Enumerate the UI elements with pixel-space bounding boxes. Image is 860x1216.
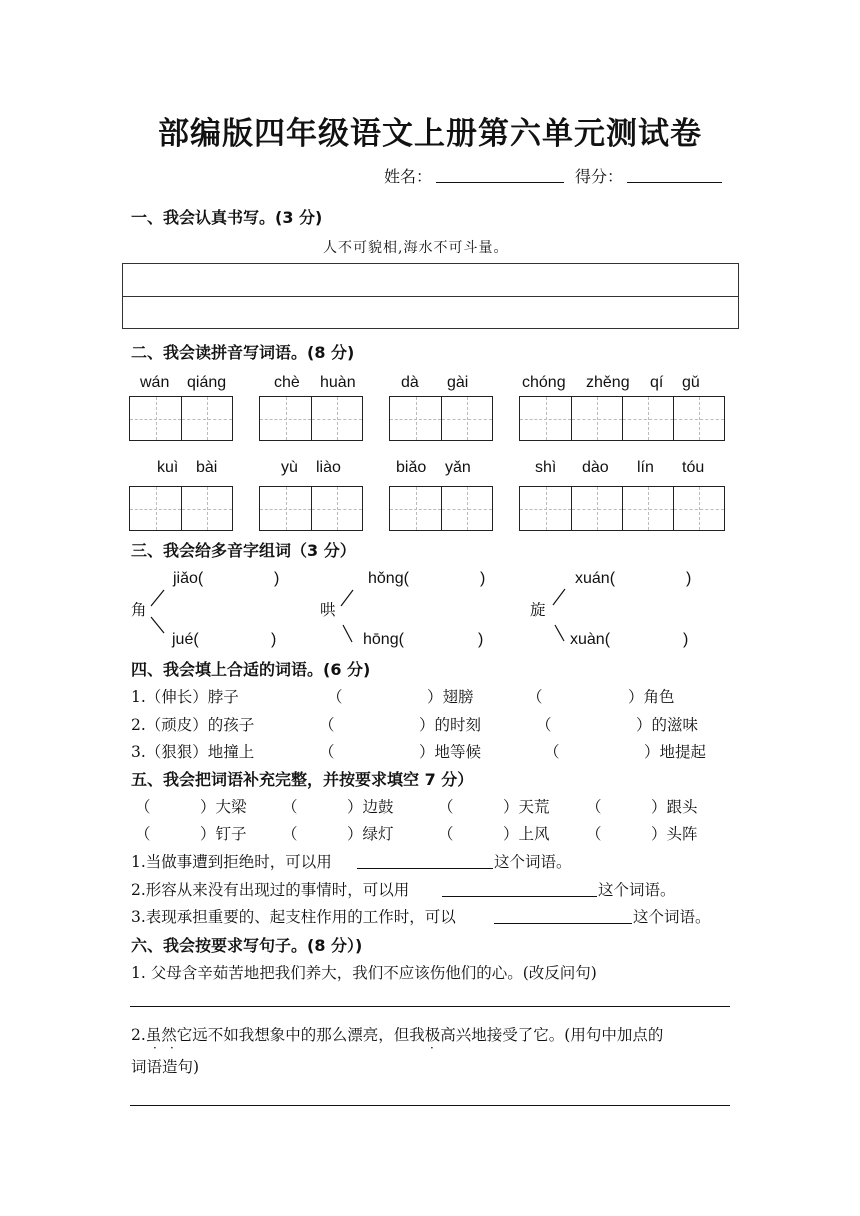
- question-text: 3.表现承担重要的、起支柱作用的工作时，可以: [131, 908, 456, 926]
- open-paren: （: [438, 798, 454, 816]
- page-title: 部编版四年级语文上册第六单元测试卷: [158, 116, 702, 152]
- open-paren: （: [586, 798, 602, 816]
- pinyin: lín: [637, 459, 654, 476]
- close-paren: ): [683, 631, 689, 648]
- question-text: 词语造句): [131, 1058, 200, 1076]
- close-paren: ): [480, 570, 486, 587]
- idiom-word: ）跟头: [651, 798, 698, 816]
- polyphone-reading: xuán(: [575, 570, 616, 587]
- emphasis-dot: ·: [170, 1041, 174, 1055]
- polyphone-reading: hōng(: [363, 631, 404, 648]
- fill-item: ）地提起: [644, 743, 707, 761]
- open-paren: （: [135, 825, 151, 843]
- question-text: 这个词语。: [633, 908, 711, 926]
- section2-heading: 二、我会读拼音写词语。(8 分): [131, 343, 355, 362]
- open-paren: （: [327, 688, 343, 706]
- open-paren: （: [536, 716, 552, 734]
- polyphone-char: 角: [131, 601, 147, 619]
- name-label: 姓名：: [384, 167, 433, 186]
- polyphone-reading: hǒng(: [368, 570, 409, 587]
- pinyin: wán: [140, 374, 170, 391]
- question-text: 这个词语。: [598, 881, 676, 899]
- emphasis-dot: ·: [430, 1041, 434, 1055]
- idiom-word: ）天荒: [503, 798, 550, 816]
- pinyin: shì: [535, 459, 557, 476]
- answer-line[interactable]: [130, 1006, 730, 1007]
- idiom-word: ）大梁: [200, 798, 247, 816]
- score-label: 得分：: [575, 167, 624, 186]
- open-paren: （: [135, 798, 151, 816]
- pinyin: yù: [281, 459, 298, 476]
- emphasis-dot: ·: [153, 1041, 157, 1055]
- polyphone-char: 哄: [320, 601, 336, 619]
- open-paren: （: [282, 825, 298, 843]
- pinyin: chè: [274, 374, 300, 391]
- pinyin: gǔ: [682, 374, 700, 391]
- close-paren: ): [271, 631, 277, 648]
- pinyin: qiáng: [187, 374, 227, 391]
- section6-heading: 六、我会按要求写句子。(8 分）): [131, 936, 363, 955]
- section5-heading: 五、我会把词语补充完整，并按要求填空 7 分）: [131, 770, 474, 789]
- fill-item: 3.（狠狠）地撞上: [131, 743, 255, 761]
- question-text: 1. 父母含辛茹苦地把我们养大，我们不应该伤他们的心。(改反问句): [131, 964, 597, 982]
- idiom-word: ）边鼓: [347, 798, 394, 816]
- fill-item: ）的滋味: [636, 716, 699, 734]
- answer-line[interactable]: [130, 1105, 730, 1106]
- close-paren: ): [686, 570, 692, 587]
- answer-blank[interactable]: [357, 868, 493, 869]
- idiom-word: ）绿灯: [347, 825, 394, 843]
- pinyin: tóu: [682, 459, 705, 476]
- idiom-word: ）钉子: [200, 825, 247, 843]
- answer-blank[interactable]: [442, 896, 597, 897]
- pinyin: yǎn: [445, 459, 471, 476]
- close-paren: ): [274, 570, 280, 587]
- pinyin: qí: [650, 374, 664, 391]
- open-paren: （: [544, 743, 560, 761]
- fill-item: ）的时刻: [419, 716, 482, 734]
- question-text: 2.形容从来没有出现过的事情时，可以用: [131, 881, 410, 899]
- open-paren: （: [282, 798, 298, 816]
- open-paren: （: [586, 825, 602, 843]
- fill-item: 1.（伸长）脖子: [131, 688, 239, 706]
- idiom-word: ）头阵: [651, 825, 698, 843]
- question-text: 1.当做事遭到拒绝时，可以用: [131, 853, 332, 871]
- pinyin: dào: [582, 459, 609, 476]
- answer-blank[interactable]: [494, 923, 632, 924]
- fill-item: ）翅膀: [427, 688, 474, 706]
- pinyin: liào: [316, 459, 341, 476]
- question-text: 2.虽然它远不如我想象中的那么漂亮，但我极高兴地接受了它。(用句中加点的: [131, 1026, 664, 1044]
- pinyin: zhěng: [586, 374, 630, 391]
- idiom-word: ）上风: [503, 825, 550, 843]
- fill-item: ）地等候: [419, 743, 482, 761]
- pinyin: dà: [401, 374, 419, 391]
- polyphone-reading: jué(: [172, 631, 199, 648]
- pinyin: bài: [196, 459, 218, 476]
- question-text: 这个词语。: [494, 853, 572, 871]
- pinyin: gài: [447, 374, 469, 391]
- open-paren: （: [319, 743, 335, 761]
- fill-item: ）角色: [628, 688, 675, 706]
- section3-heading: 三、我会给多音字组词（3 分）: [131, 541, 356, 560]
- copy-model-sentence: 人不可貌相,海水不可斗量。: [323, 240, 509, 256]
- section4-heading: 四、我会填上合适的词语。(6 分): [131, 660, 371, 679]
- pinyin: huàn: [320, 374, 356, 391]
- section1-heading: 一、我会认真书写。(3 分): [131, 208, 323, 227]
- polyphone-char: 旋: [530, 601, 546, 619]
- close-paren: ): [478, 631, 484, 648]
- pinyin: kuì: [157, 459, 179, 476]
- polyphone-reading: xuàn(: [570, 631, 611, 648]
- open-paren: （: [527, 688, 543, 706]
- fill-item: 2.（顽皮）的孩子: [131, 716, 255, 734]
- polyphone-reading: jiǎo(: [173, 570, 204, 587]
- pinyin: biǎo: [396, 459, 427, 476]
- pinyin: chóng: [522, 374, 566, 391]
- open-paren: （: [438, 825, 454, 843]
- open-paren: （: [319, 716, 335, 734]
